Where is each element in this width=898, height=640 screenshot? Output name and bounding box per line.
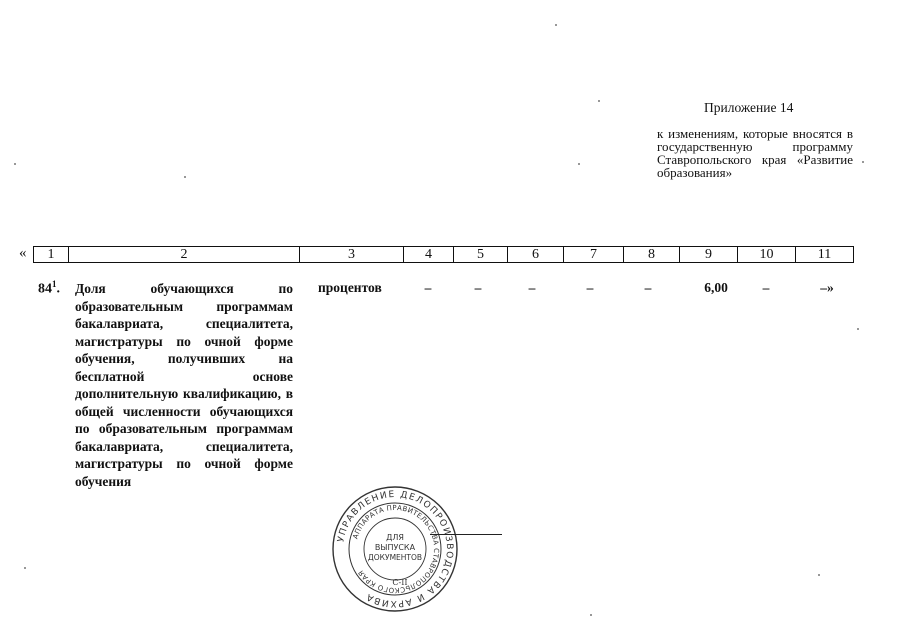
appendix-title: Приложение 14 xyxy=(704,100,794,115)
scan-speck xyxy=(14,163,16,165)
stamp-inner-text: АППАРАТА ПРАВИТЕЛЬСТВА СТАВРОПОЛЬСКОГО КРАЯ xyxy=(351,503,441,595)
column-number-cell: 6 xyxy=(508,247,564,263)
column-number-cell: 11 xyxy=(796,247,854,263)
row-value-col4: – xyxy=(424,280,432,295)
signature-line xyxy=(430,534,502,535)
column-number-cell: 3 xyxy=(300,247,404,263)
column-number-cell: 2 xyxy=(69,247,300,263)
column-number-cell: 5 xyxy=(454,247,508,263)
row-value-col5: – xyxy=(474,280,482,295)
row-number-superscript: 1 xyxy=(52,279,57,289)
row-number-suffix: . xyxy=(56,281,60,297)
stamp-code: С-II xyxy=(392,578,408,587)
appendix-body: к изменениям, которые вносятся в государственную программу Ставропольского края «Развитие образования» xyxy=(657,126,853,180)
scan-speck xyxy=(598,100,600,102)
scan-speck xyxy=(590,614,592,616)
column-number-header xyxy=(33,246,854,263)
column-number-cell: 9 xyxy=(680,247,738,263)
scan-speck xyxy=(24,567,26,569)
column-number-cell: 10 xyxy=(738,247,796,263)
row-value-col8: – xyxy=(644,280,652,295)
row-unit: процентов xyxy=(318,280,382,295)
row-value-col6: – xyxy=(528,280,536,295)
row-value-col11: –» xyxy=(820,280,834,295)
row-value-col10: – xyxy=(762,280,770,295)
row-description: Доля обучающихся по образовательным программам бакалавриата, специалитета, магистратуры по очной форме обучения, получивших на бесплатной основе дополнительную квалификацию, в общей численности обучающихся по образовательным программам бакалавриата, специалитета, магистратуры по очной форме обучения xyxy=(75,281,293,489)
opening-quote: « xyxy=(19,245,27,261)
stamp-center-line3: ДОКУМЕНТОВ xyxy=(367,553,423,562)
scan-speck xyxy=(184,176,186,178)
stamp-center-line1: ДЛЯ xyxy=(386,533,404,542)
column-number-cell: 1 xyxy=(34,247,69,263)
scan-speck xyxy=(555,24,557,26)
scan-speck xyxy=(578,163,580,165)
row-number-main: 84 xyxy=(38,281,52,297)
row-value-col9: 6,00 xyxy=(704,280,728,295)
scan-speck xyxy=(818,574,820,576)
row-number xyxy=(38,279,60,298)
column-number-cell: 7 xyxy=(564,247,624,263)
column-number-cell: 4 xyxy=(404,247,454,263)
official-stamp xyxy=(330,484,460,614)
column-number-cell: 8 xyxy=(624,247,680,263)
row-value-col7: – xyxy=(586,280,594,295)
scan-speck xyxy=(862,161,864,163)
stamp-outer-text: УПРАВЛЕНИЕ ДЕЛОПРОИЗВОДСТВА И АРХИВА xyxy=(336,489,455,609)
scan-speck xyxy=(857,328,859,330)
stamp-center-line2: ВЫПУСКА xyxy=(374,543,416,552)
